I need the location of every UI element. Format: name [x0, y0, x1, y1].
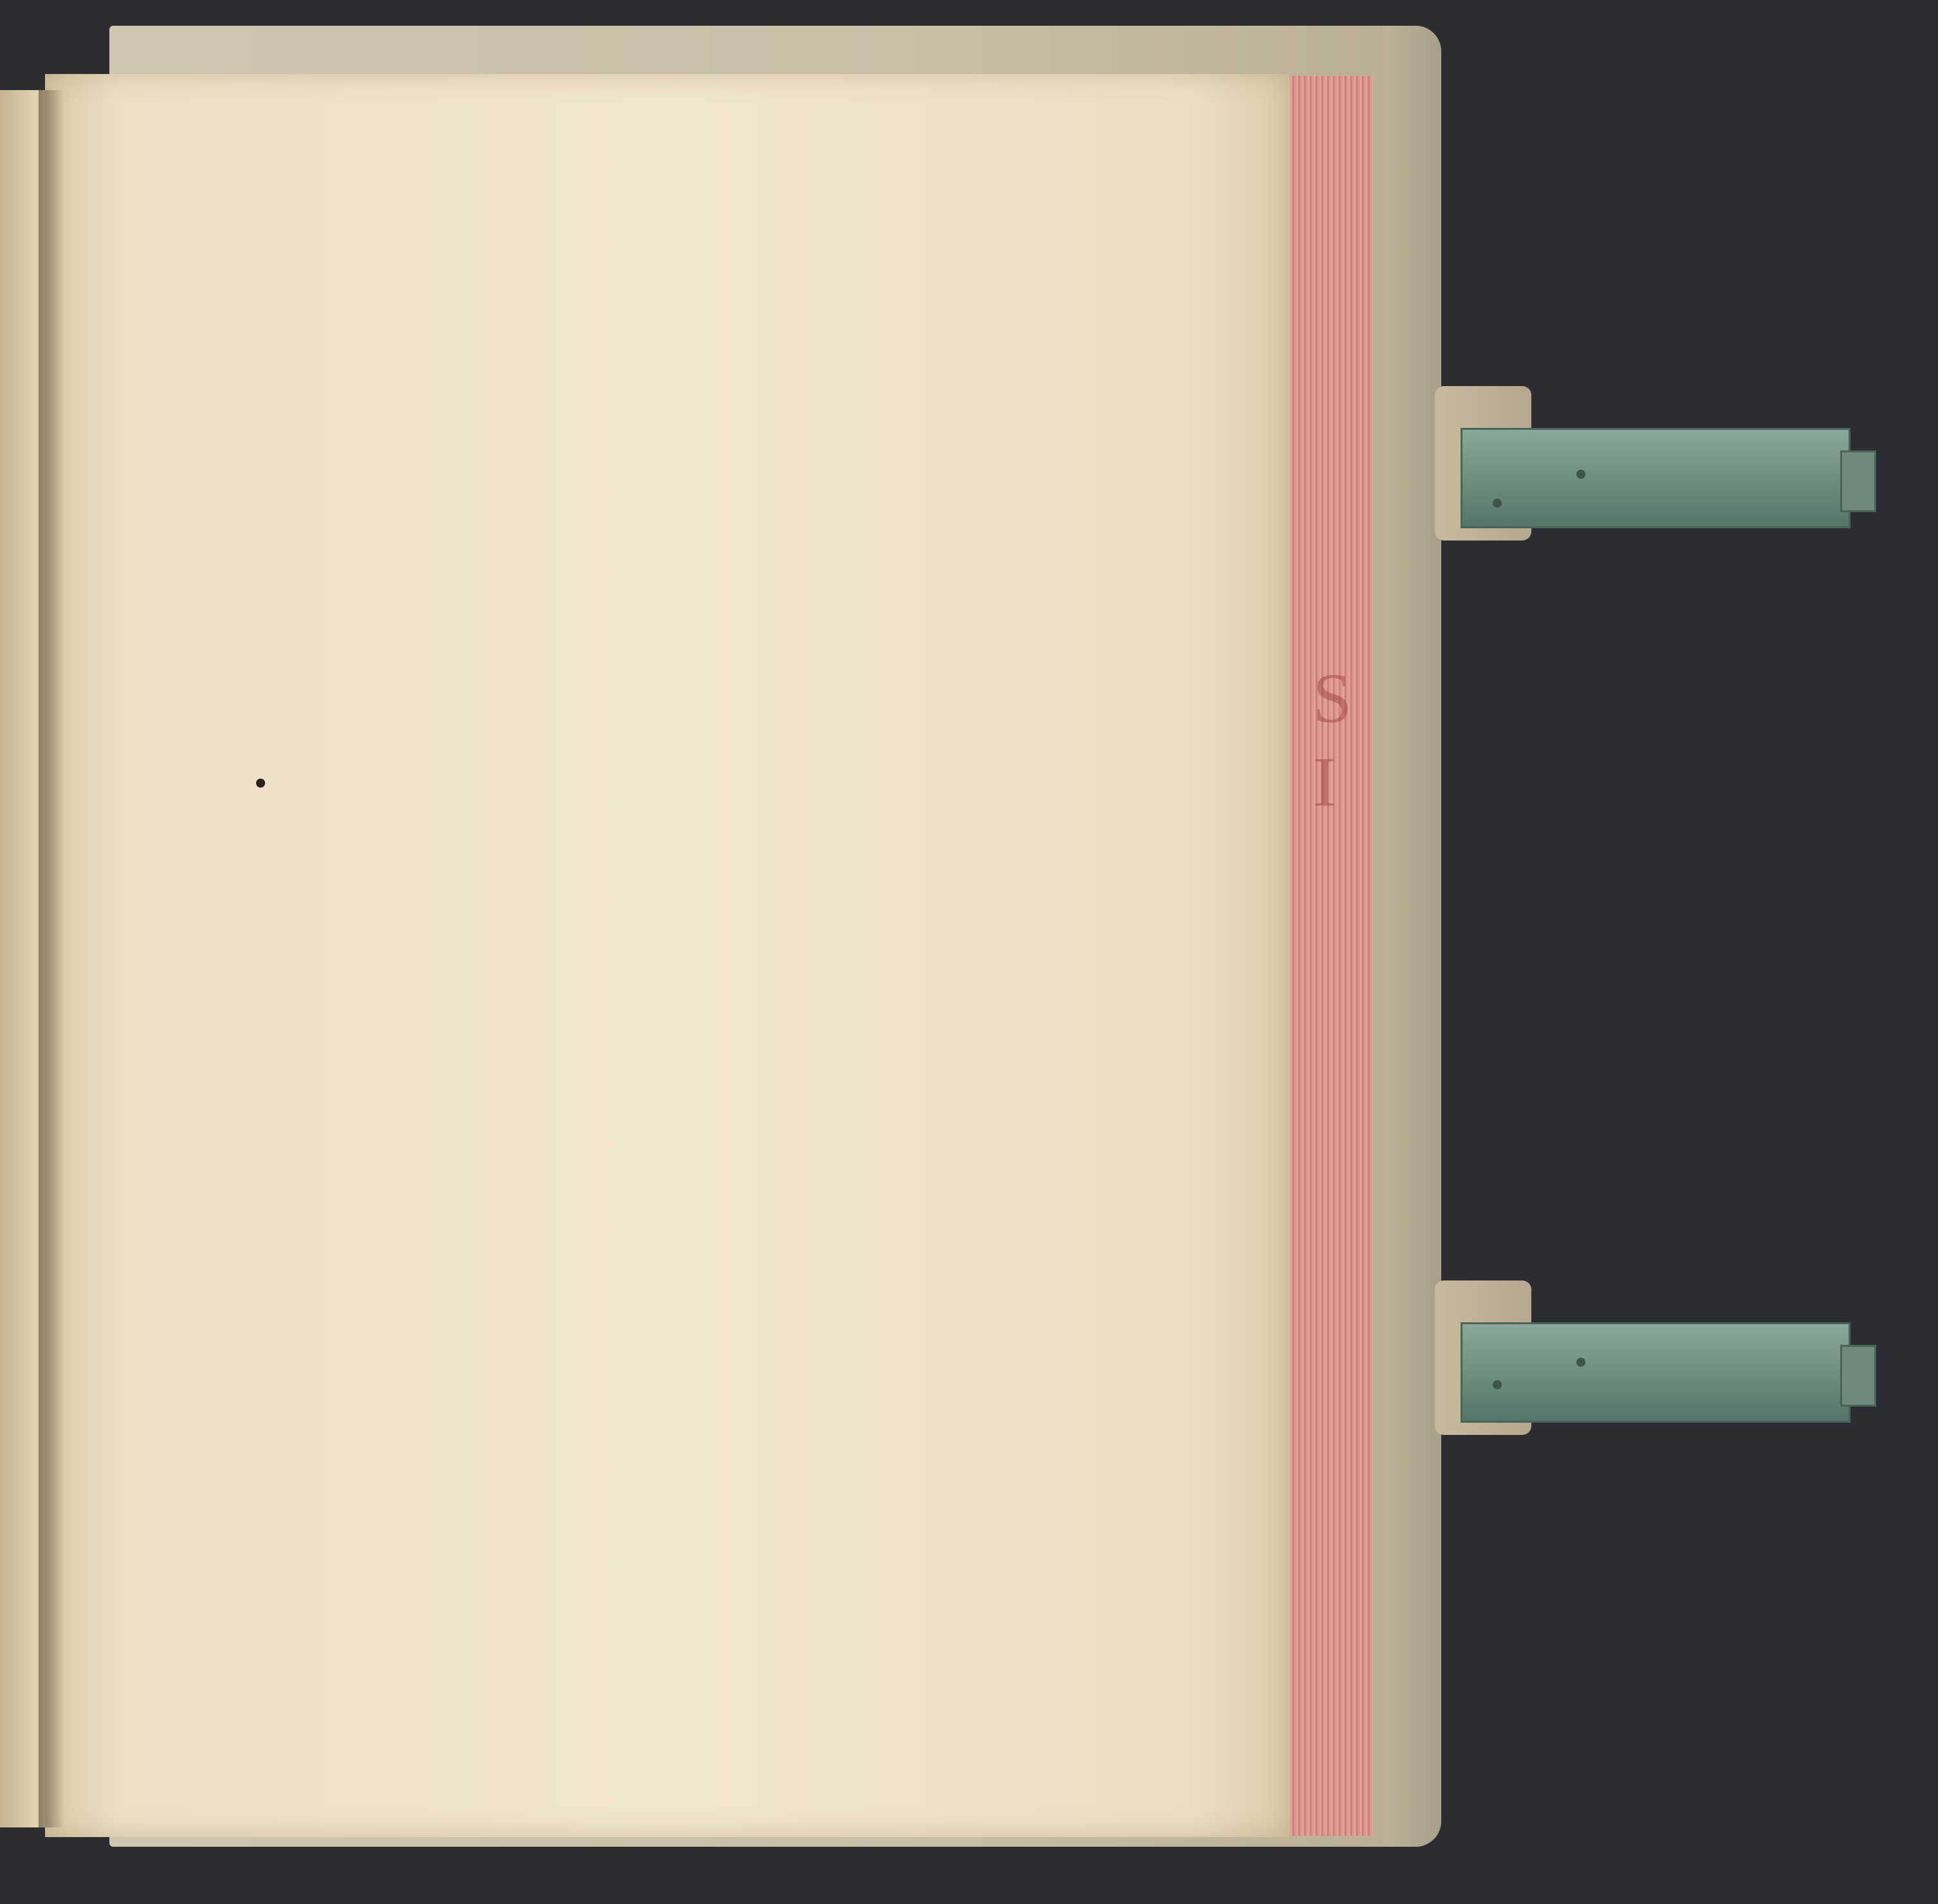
page — [45, 74, 1290, 1837]
rivet-icon — [1576, 1358, 1585, 1367]
clasp-lower-strap[interactable] — [1461, 1322, 1850, 1423]
ink-dot — [256, 779, 265, 788]
rivet-icon — [1493, 1380, 1502, 1389]
cover-edge — [1383, 26, 1441, 1847]
gutter-shadow — [39, 90, 64, 1827]
clasp-upper-strap[interactable] — [1461, 428, 1850, 528]
rivet-icon — [1576, 470, 1585, 479]
fore-edge — [1287, 76, 1373, 1836]
clasp-lower-tip[interactable] — [1840, 1345, 1876, 1407]
fore-edge-marking: S I — [1313, 659, 1352, 821]
rivet-icon — [1493, 499, 1502, 508]
clasp-upper-tip[interactable] — [1840, 450, 1876, 512]
